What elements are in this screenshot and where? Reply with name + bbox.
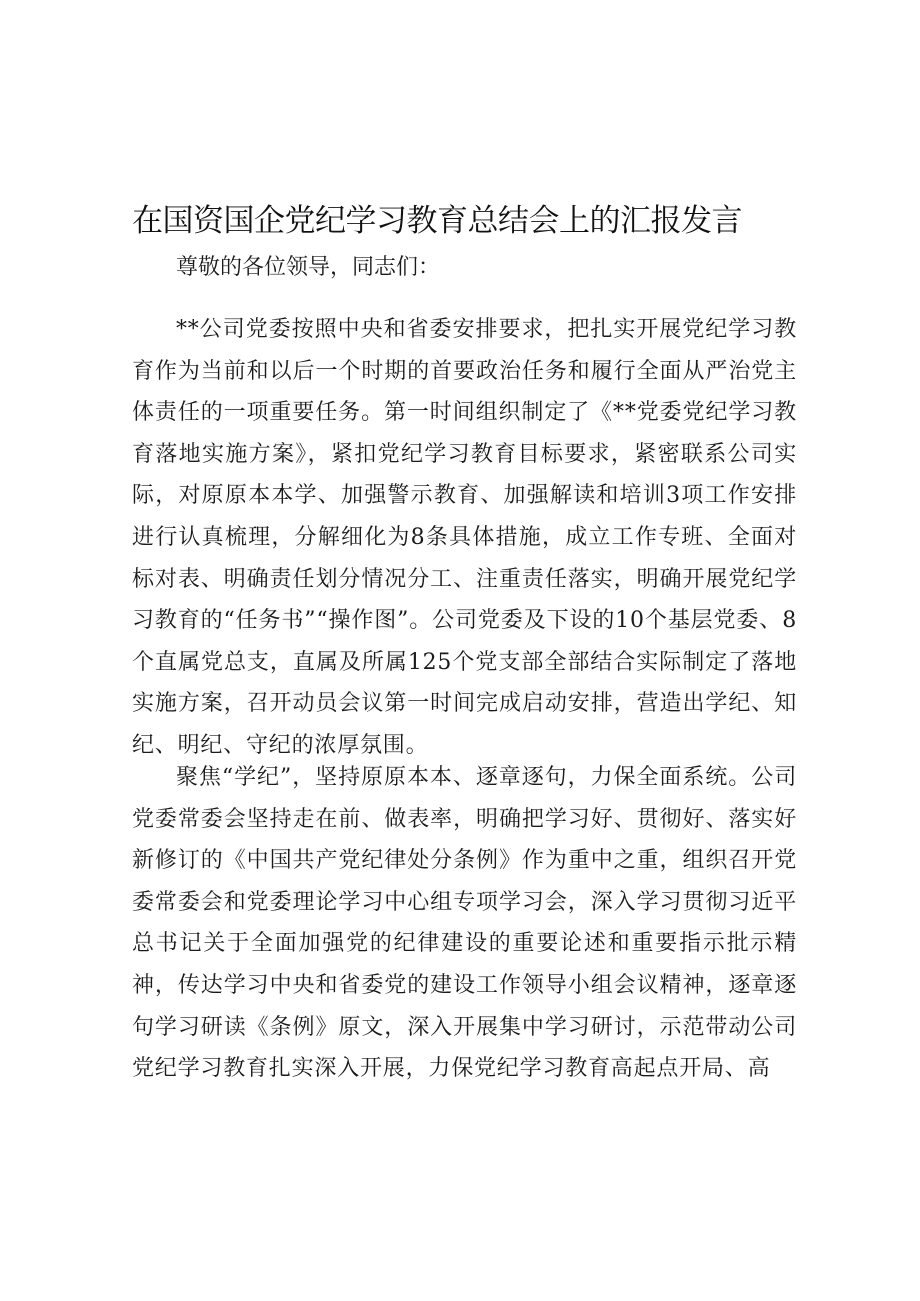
paragraph-1: **公司党委按照中央和省委安排要求，把扎实开展党纪学习教育作为当前和以后一个时期的首要政治任务和履行全面从严治党主体责任的一项重要任务。第一时间组织制定了《**党委党纪学习教育落地实施方案》，紧扣党纪学习教育目标要求，紧密联系公司实际，对原原本本学、加强警示教育、加强解读和培训3项工作安排进行认真梳理，分解细化为8条具体措施，成立工作专班、全面对标对表、明确责任划分情况分工、注重责任落实，明确开展党纪学习教育的“任务书”“操作图”。公司党委及下设的10个基层党委、8个直属党总支，直属及所属125个党支部全部结合实际制定了落地实施方案，召开动员会议第一时间完成启动安排，营造出学纪、知纪、明纪、守纪的浓厚氛围。 (132, 317, 797, 758)
salutation: 尊敬的各位领导，同志们： (176, 255, 441, 280)
document-title: 在国资国企党纪学习教育总结会上的汇报发言 (132, 203, 742, 239)
paragraph-2: 聚焦“学纪”，坚持原原本本、逐章逐句，力保全面系统。公司党委常委会坚持走在前、做表率，明确把学习好、贯彻好、落实好新修订的《中国共产党纪律处分条例》作为重中之重，组织召开党委常委会和党委理论学习中心组专项学习会，深入学习贯彻习近平总书记关于全面加强党的纪律建设的重要论述和重要指示批示精神，传达学习中央和省委党的建设工作领导小组会议精神，逐章逐句学习研读《条例》原文，深入开展集中学习研讨，示范带动公司党纪学习教育扎实深入开展，力保党纪学习教育高起点开局、高 (132, 765, 797, 1082)
